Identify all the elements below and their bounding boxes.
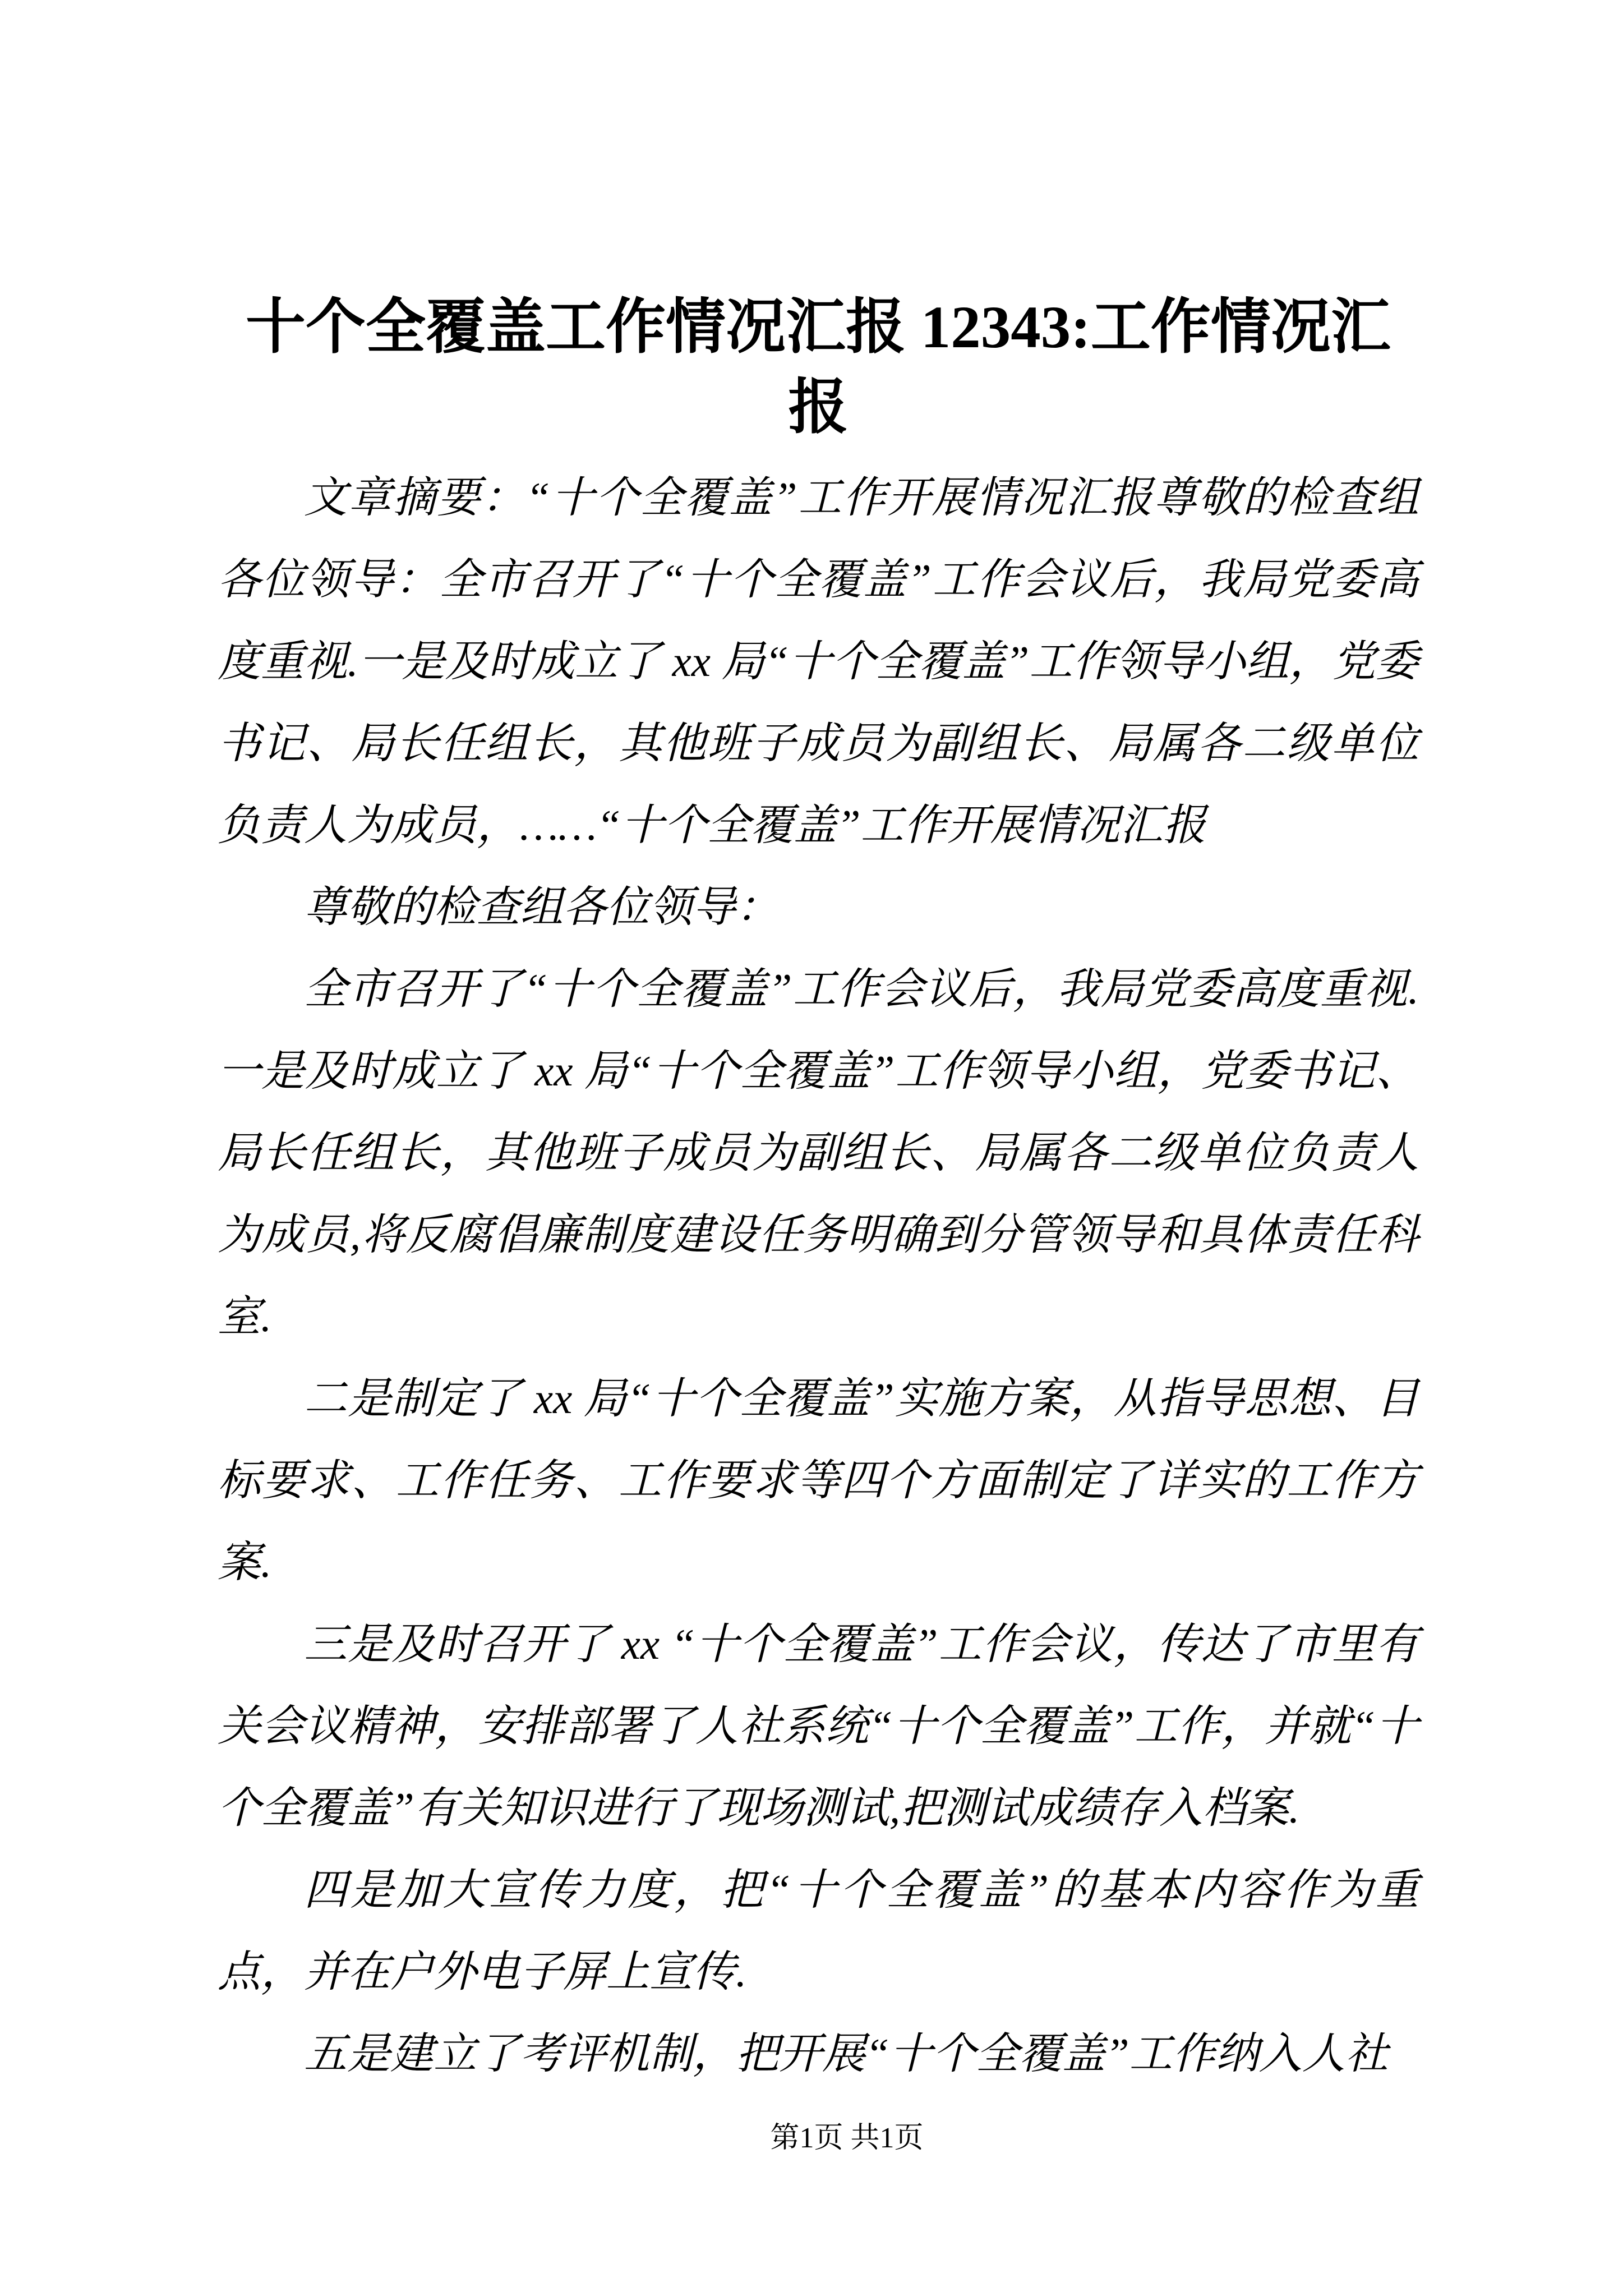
document-body [218, 457, 1419, 2095]
document-title: 十个全覆盖工作情况汇报 12343:工作情况汇报 [246, 295, 1391, 441]
page-number-footer: 第1页 共1页 [770, 2122, 924, 2154]
body-paragraph-3: 三是及时召开了 xx “十个全覆盖”工作会议，传达了市里有关会议精神，安排部署了人社系统“十个全覆盖”工作，并就“十个全覆盖”有关知识进行了现场测试,把测试成绩存入档案. [218, 1620, 1419, 1832]
body-paragraph-2: 二是制定了 xx 局“十个全覆盖”实施方案，从指导思想、目标要求、工作任务、工作要求等四个方面制定了详实的工作方案. [218, 1374, 1419, 1586]
abstract-paragraph: 文章摘要：“十个全覆盖”工作开展情况汇报尊敬的检查组各位领导：全市召开了“十个全覆盖”工作会议后，我局党委高度重视.一是及时成立了 xx 局“十个全覆盖”工作领导小组，党委书记、局长任组长，其他班子成员为副组长、局属各二级单位负责人为成员，……“十个全覆盖”工作开展情况汇报 [218, 473, 1419, 849]
body-paragraph-1: 全市召开了“十个全覆盖”工作会议后，我局党委高度重视.一是及时成立了 xx 局“十个全覆盖”工作领导小组，党委书记、局长任组长，其他班子成员为副组长、局属各二级单位负责人为成员,将反腐倡廉制度建设任务明确到分管领导和具体责任科室. [218, 965, 1419, 1341]
body-paragraph-5: 五是建立了考评机制，把开展“十个全覆盖”工作纳入人社 [304, 2030, 1389, 2078]
body-paragraph-4: 四是加大宣传力度，把“十个全覆盖”的基本内容作为重点，并在户外电子屏上宣传. [218, 1866, 1419, 1996]
salutation-paragraph: 尊敬的检查组各位领导： [304, 883, 779, 931]
